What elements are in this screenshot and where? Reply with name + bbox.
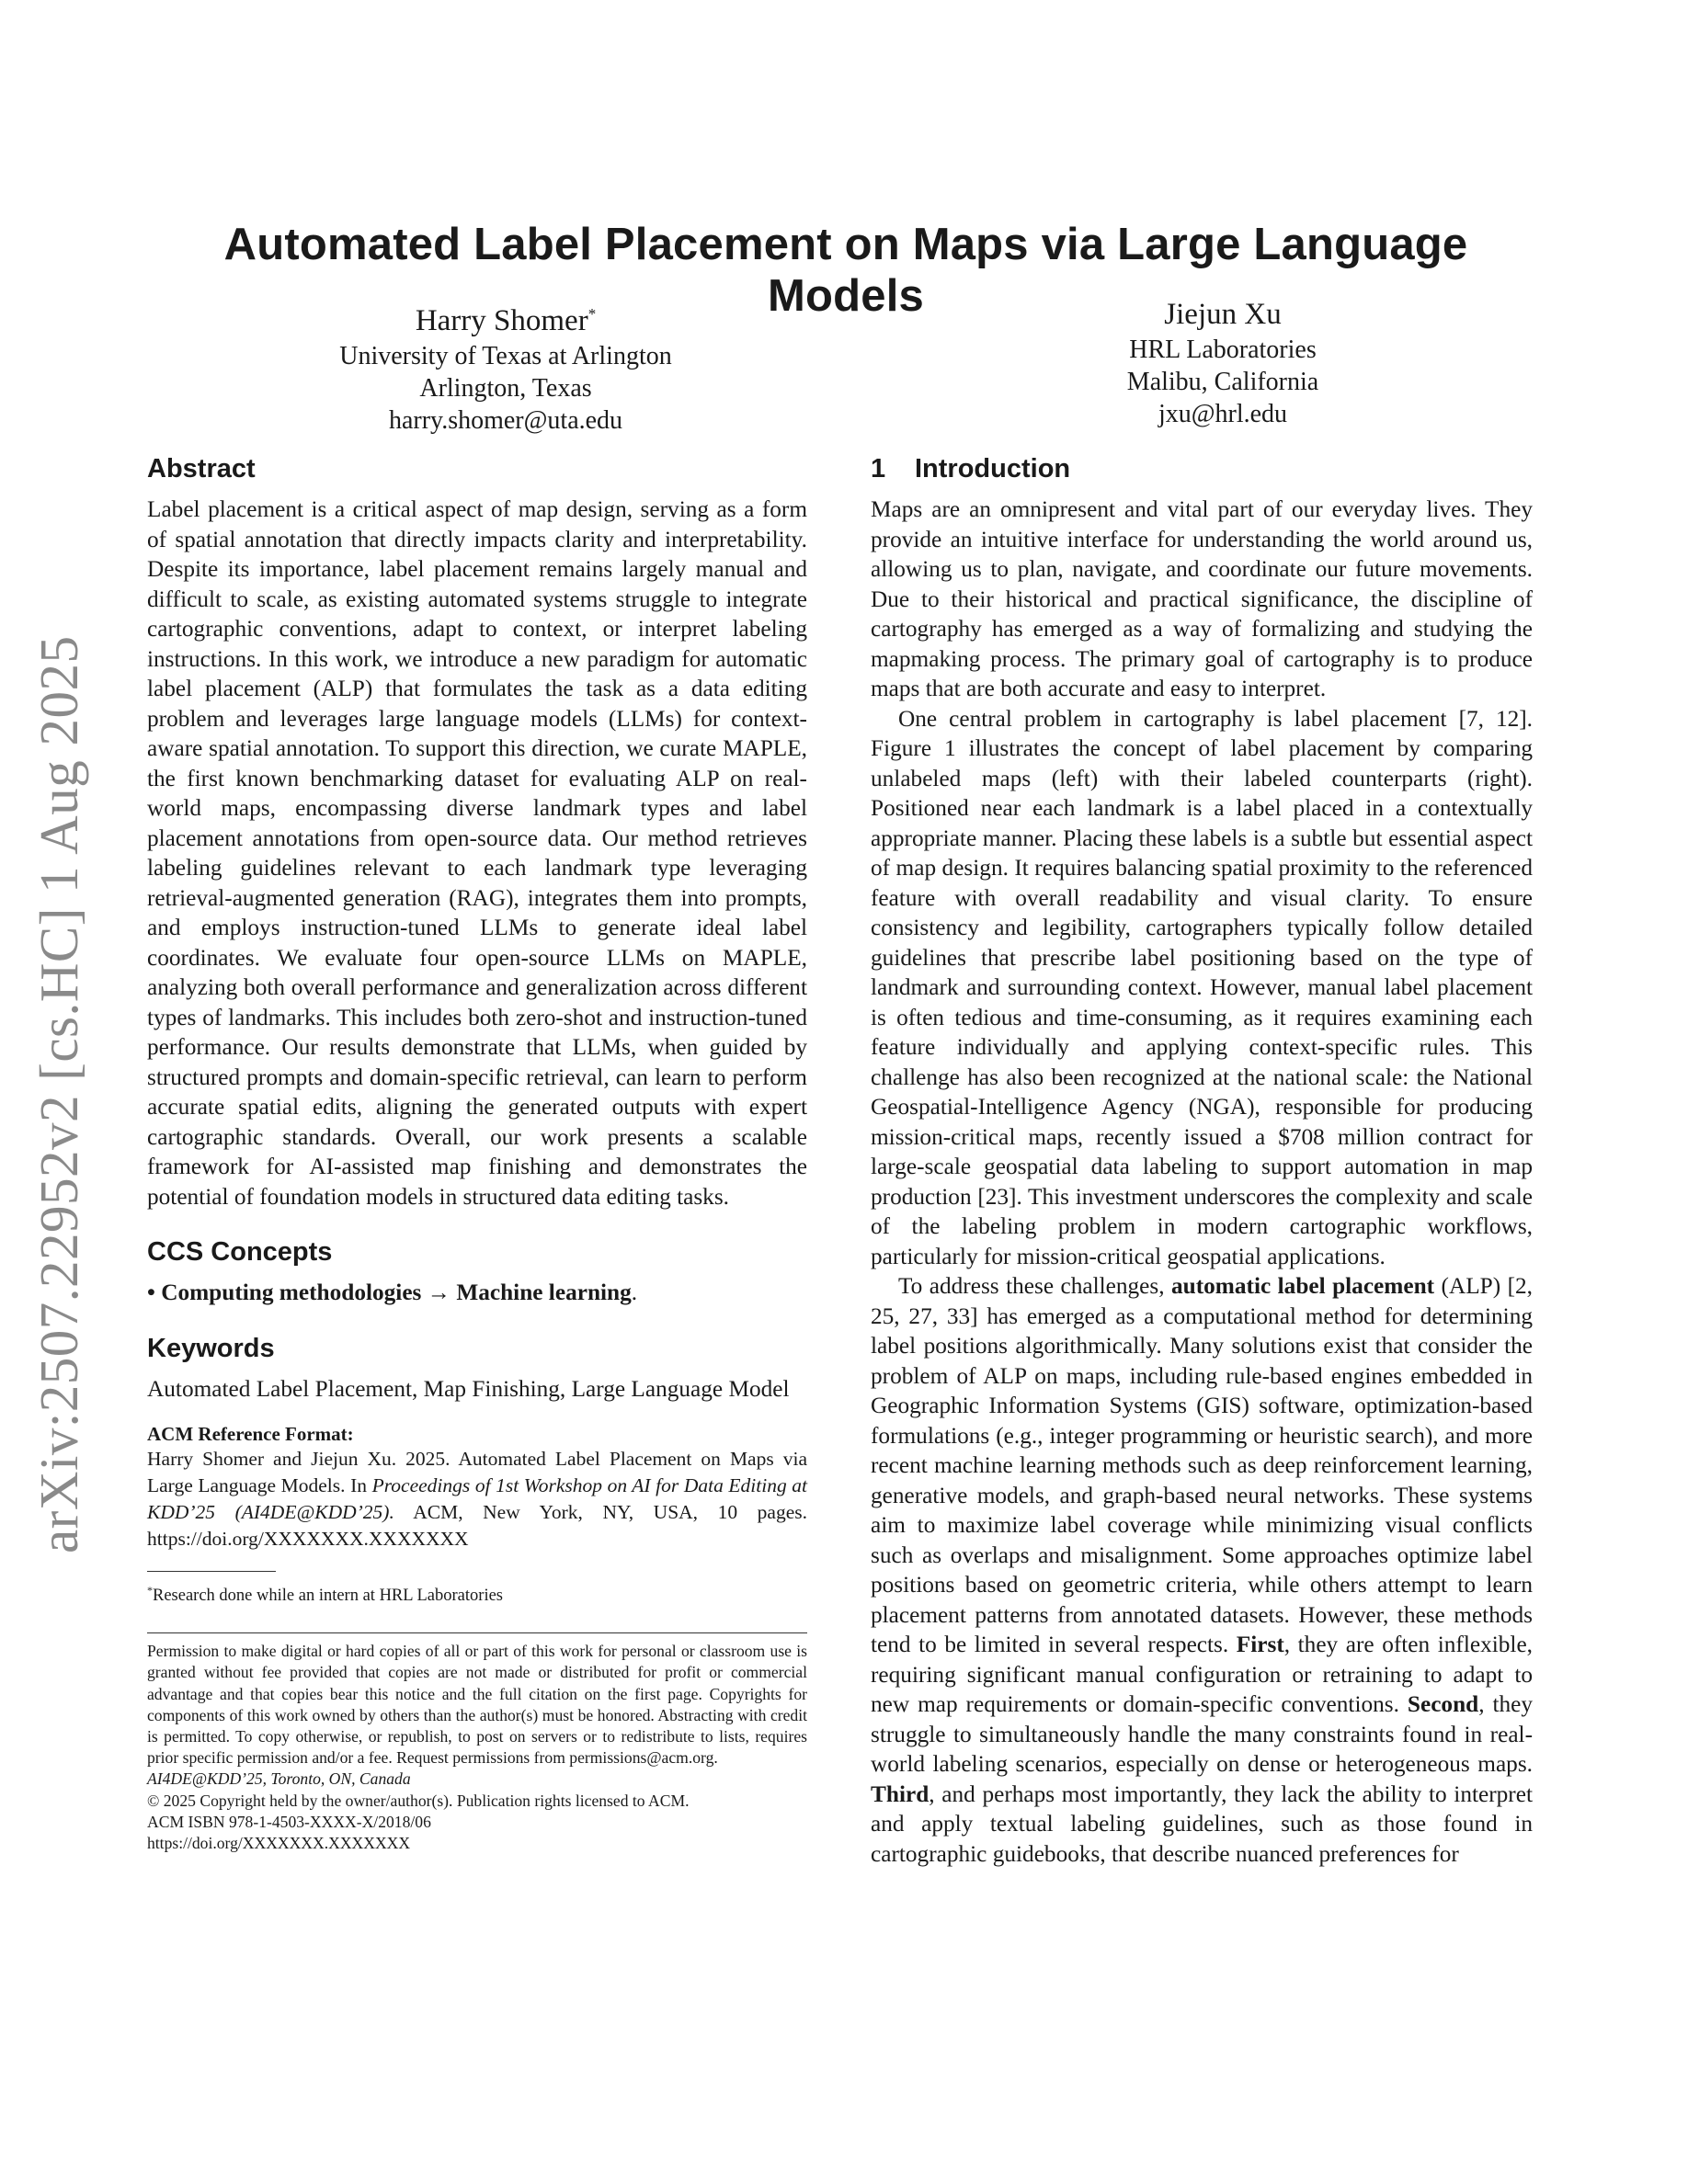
bullet-icon: • (147, 1280, 155, 1305)
author-name: Jiejun Xu (1164, 298, 1282, 331)
abstract-heading: Abstract (147, 454, 256, 483)
author-affiliation: HRL Laboratories (1129, 336, 1317, 364)
footnote-mark: * (147, 1584, 153, 1597)
intro-first-text: , they are often inflexible, requiring significant manual configuration or retraining to adapt to new map requirements or domain-specific conventions. (871, 1632, 1533, 1717)
conference-venue: AI4DE@KDD’25, Toronto, ON, Canada (147, 1769, 411, 1789)
acm-reference-text (147, 1446, 807, 1553)
author-block-1 (276, 297, 736, 437)
acm-reference-authors: Harry Shomer and Jiejun Xu. 2025. Automated Label Placement on Maps via Large Language Models. In (147, 1448, 807, 1496)
ccs-item-end: . (631, 1280, 638, 1305)
author-email: jxu@hrl.edu (1158, 400, 1288, 428)
abstract-text: Label placement is a critical aspect of map design, serving as a form of spatial annotation that directly impacts clarity and interpretability. Despite its importance, label placement remains largely manual and difficult to scale, as existing automated systems struggle to integrate cartographic conventions, adapt to context, or interpret labeling instructions. In this work, we introduce a new paradigm for automatic label placement (ALP) that formulates the task as a data editing problem and leverages large language models (LLMs) for context-aware spatial annotation. To support this direction, we curate MAPLE, the first known benchmarking dataset for evaluating ALP on real-world maps, encompassing diverse landmark types and label placement annotations from open-source data. Our method retrieves labeling guidelines relevant to each landmark type leveraging retrieval-augmented generation (RAG), integrates them into prompts, and employs instruction-tuned LLMs to generate ideal label coordinates. We evaluate four open-source LLMs on MAPLE, analyzing both overall performance and generalization across different types of landmarks. This includes both zero-shot and instruction-tuned performance. Our results demonstrate that LLMs, when guided by structured prompts and domain-specific retrieval, can learn to perform accurate spatial edits, aligning the generated outputs with expert cartographic standards. Overall, our work presents a scalable framework for AI-assisted map finishing and demonstrates the potential of foundation models in structured data editing tasks. (147, 496, 807, 1210)
intro-paragraph-2: One central problem in cartography is label placement [7, 12]. Figure 1 illustrates the concept of label placement by comparing unlabeled maps (left) with their labeled counterparts (right). Positioned near each landmark is a label placed in a contextually appropriate manner. Placing these labels is a subtle but essential aspect of map design. It requires balancing spatial proximity to the referenced feature with overall readability and visual clarity. To ensure consistency and legibility, cartographers typically follow detailed guidelines that prescribe label positioning based on the type of landmark and surrounding context. However, manual label placement is often tedious and time-consuming, as it requires examining each feature individually and applying context-specific rules. This challenge has also been recognized at the national scale: the National Geospatial-Intelligence Agency (NGA), responsible for producing mission-critical maps, recently issued a $708 million contract for large-scale geospatial data labeling to support automation in map production [23]. This investment underscores the complexity and scale of the labeling problem in modern cartographic workflows, particularly for mission-critical geospatial applications. (871, 705, 1533, 1269)
ccs-item: Computing methodologies → Machine learning (161, 1280, 632, 1305)
left-column (147, 452, 807, 1854)
author-footnote-mark: * (587, 305, 597, 323)
paper-title: Automated Label Placement on Maps via Large Language Models (223, 220, 1468, 321)
acm-reference-venue: Proceedings of 1st Workshop on AI for Data Editing at KDD’25 (AI4DE@KDD’25). (147, 1474, 807, 1523)
footnote (147, 1579, 807, 1607)
footnote-divider (147, 1571, 276, 1572)
section-title: Introduction (915, 454, 1071, 483)
keywords-heading: Keywords (147, 1333, 275, 1363)
ccs-concepts (147, 1278, 807, 1308)
author-location: Arlington, Texas (419, 374, 592, 403)
introduction-heading (871, 452, 1533, 485)
copyright-notice: © 2025 Copyright held by the owner/author(s). Publication rights licensed to ACM. (147, 1791, 690, 1810)
acm-isbn: ACM ISBN 978-1-4503-XXXX-X/2018/06 (147, 1812, 431, 1831)
arxiv-identifier: arXiv:2507.22952v2 [cs.HC] 1 Aug 2025 (29, 635, 89, 1553)
acm-reference-heading: ACM Reference Format: (147, 1423, 354, 1445)
section-number: 1 (871, 454, 886, 483)
author-email: harry.shomer@uta.edu (388, 406, 623, 435)
intro-p3-body: (ALP) [2, 25, 27, 33] has emerged as a computational method for determining label positions algorithmically. Many solutions exist that consider the problem of ALP on maps, including rule-based engines embedded in Geographic Information Systems (GIS) software, optimization-based formulations (e.g., integer programming or heuristic search), and more recent machine learning methods such as deep reinforcement learning, generative models, and graph-based neural networks. These systems aim to maximize label coverage while minimizing visual conflicts such as overlaps and misalignment. Some approaches optimize label positions based on geometric criteria, while others attempt to learn placement patterns from annotated datasets. However, these methods tend to be limited in several respects. (871, 1273, 1534, 1657)
intro-p3-term: automatic label placement (1171, 1273, 1435, 1299)
acm-reference-publisher: ACM, New York, NY, USA, 10 pages. https://doi.org/XXXXXXX.XXXXXXX (147, 1501, 807, 1550)
intro-second-text: , they struggle to simultaneously handle the many constraints found in real-world labeling scenarios, especially on dense or heterogeneous maps. (871, 1691, 1534, 1777)
author-name: Harry Shomer (415, 304, 588, 337)
intro-second-marker: Second (1407, 1691, 1479, 1717)
doi-link: https://doi.org/XXXXXXX.XXXXXXX (147, 1833, 411, 1852)
intro-third-marker: Third (871, 1780, 930, 1807)
keywords-text: Automated Label Placement, Map Finishing, Large Language Model (147, 1375, 790, 1402)
right-column (871, 452, 1533, 1869)
permission-notice: Permission to make digital or hard copies of all or part of this work for personal or classroom use is granted without fee provided that copies are not made or distributed for profit or commercial advantage and that copies bear this notice and the full citation on the first page. Copyrights for components of this work owned by others than the author(s) must be honored. Abstracting with credit is permitted. To copy otherwise, or republish, to post on servers or to redistribute to lists, requires prior specific permission and/or a fee. Request permissions from permissions@acm.org. (147, 1642, 807, 1768)
intro-first-marker: First (1236, 1632, 1284, 1657)
ccs-heading: CCS Concepts (147, 1237, 333, 1267)
intro-paragraph-1: Maps are an omnipresent and vital part of our everyday lives. They provide an intuitive interface for understanding the world around us, allowing us to plan, navigate, and coordinate our future movements. Due to their historical and practical significance, the discipline of cartography has emerged as a way of formalizing and studying the mapmaking process. The primary goal of cartography is to produce maps that are both accurate and easy to interpret. (871, 496, 1533, 701)
intro-paragraph-3 (871, 1271, 1533, 1869)
intro-third-text: , and perhaps most importantly, they lack the ability to interpret and apply textual labeling guidelines, such as those found in cartographic guidebooks, that describe nuanced preferences for (871, 1780, 1533, 1867)
permission-divider (147, 1632, 807, 1633)
footnote-text: Research done while an intern at HRL Laboratories (153, 1587, 503, 1606)
author-location: Malibu, California (1126, 368, 1319, 396)
author-block-2 (993, 297, 1453, 430)
author-affiliation: University of Texas at Arlington (339, 342, 672, 370)
intro-p3-lead: To address these challenges, (898, 1273, 1172, 1299)
